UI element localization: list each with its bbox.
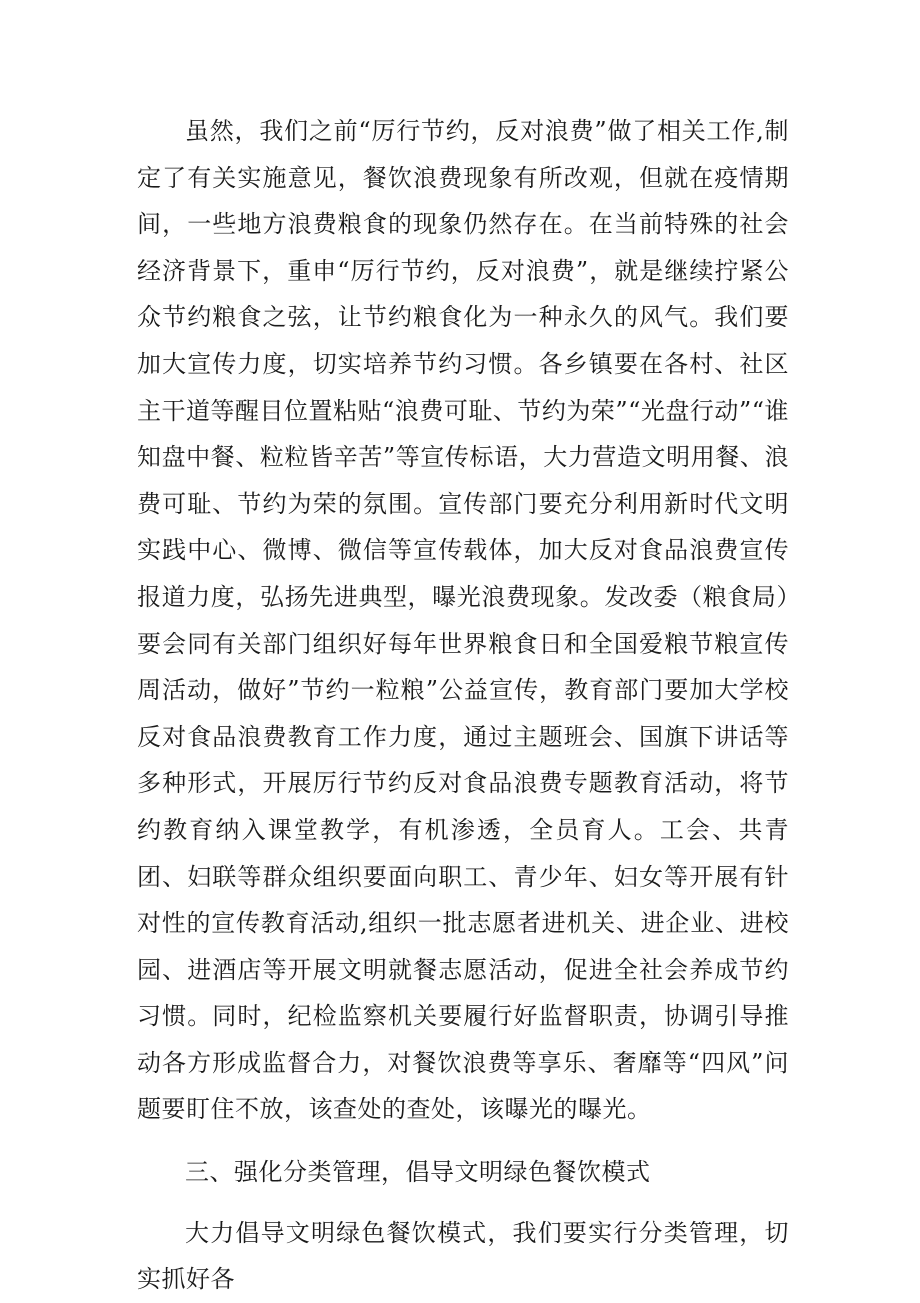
body-paragraph: 大力倡导文明绿色餐饮模式，我们要实行分类管理，切实抓好各 <box>137 1218 789 1294</box>
section-heading: 三、强化分类管理，倡导文明绿色餐饮模式 <box>185 1158 651 1187</box>
document-body <box>137 108 789 1303</box>
body-paragraph: 虽然，我们之前“厉行节约，反对浪费”做了相关工作,制定了有关实施意见，餐饮浪费现象有所改观，但就在疫情期间，一些地方浪费粮食的现象仍然存在。在当前特殊的社会经济背景下，重申“厉行节约，反对浪费”，就是继续拧紧公众节约粮食之弦，让节约粮食化为一种永久的风气。我们要加大宣传力度，切实培养节约习惯。各乡镇要在各村、社区主干道等醒目位置粘贴“浪费可耻、节约为荣”“光盘行动”“谁知盘中餐、粒粒皆辛苦”等宣传标语，大力营造文明用餐、浪费可耻、节约为荣的氛围。宣传部门要充分利用新时代文明实践中心、微博、微信等宣传载体，加大反对食品浪费宣传报道力度，弘扬先进典型，曝光浪费现象。发改委（粮食局）要会同有关部门组织好每年世界粮食日和全国爱粮节粮宣传周活动，做好”节约一粒粮”公益宣传，教育部门要加大学校反对食品浪费教育工作力度，通过主题班会、国旗下讲话等多种形式，开展厉行节约反对食品浪费专题教育活动，将节约教育纳入课堂教学，有机渗透，全员育人。工会、共青团、妇联等群众组织要面向职工、青少年、妇女等开展有针对性的宣传教育活动,组织一批志愿者进机关、进企业、进校园、进酒店等开展文明就餐志愿活动，促进全社会养成节约习惯。同时，纪检监察机关要履行好监督职责，协调引导推动各方形成监督合力，对餐饮浪费等享乐、奢靡等“四风”问题要盯住不放，该查处的查处，该曝光的曝光。 <box>137 117 789 1124</box>
